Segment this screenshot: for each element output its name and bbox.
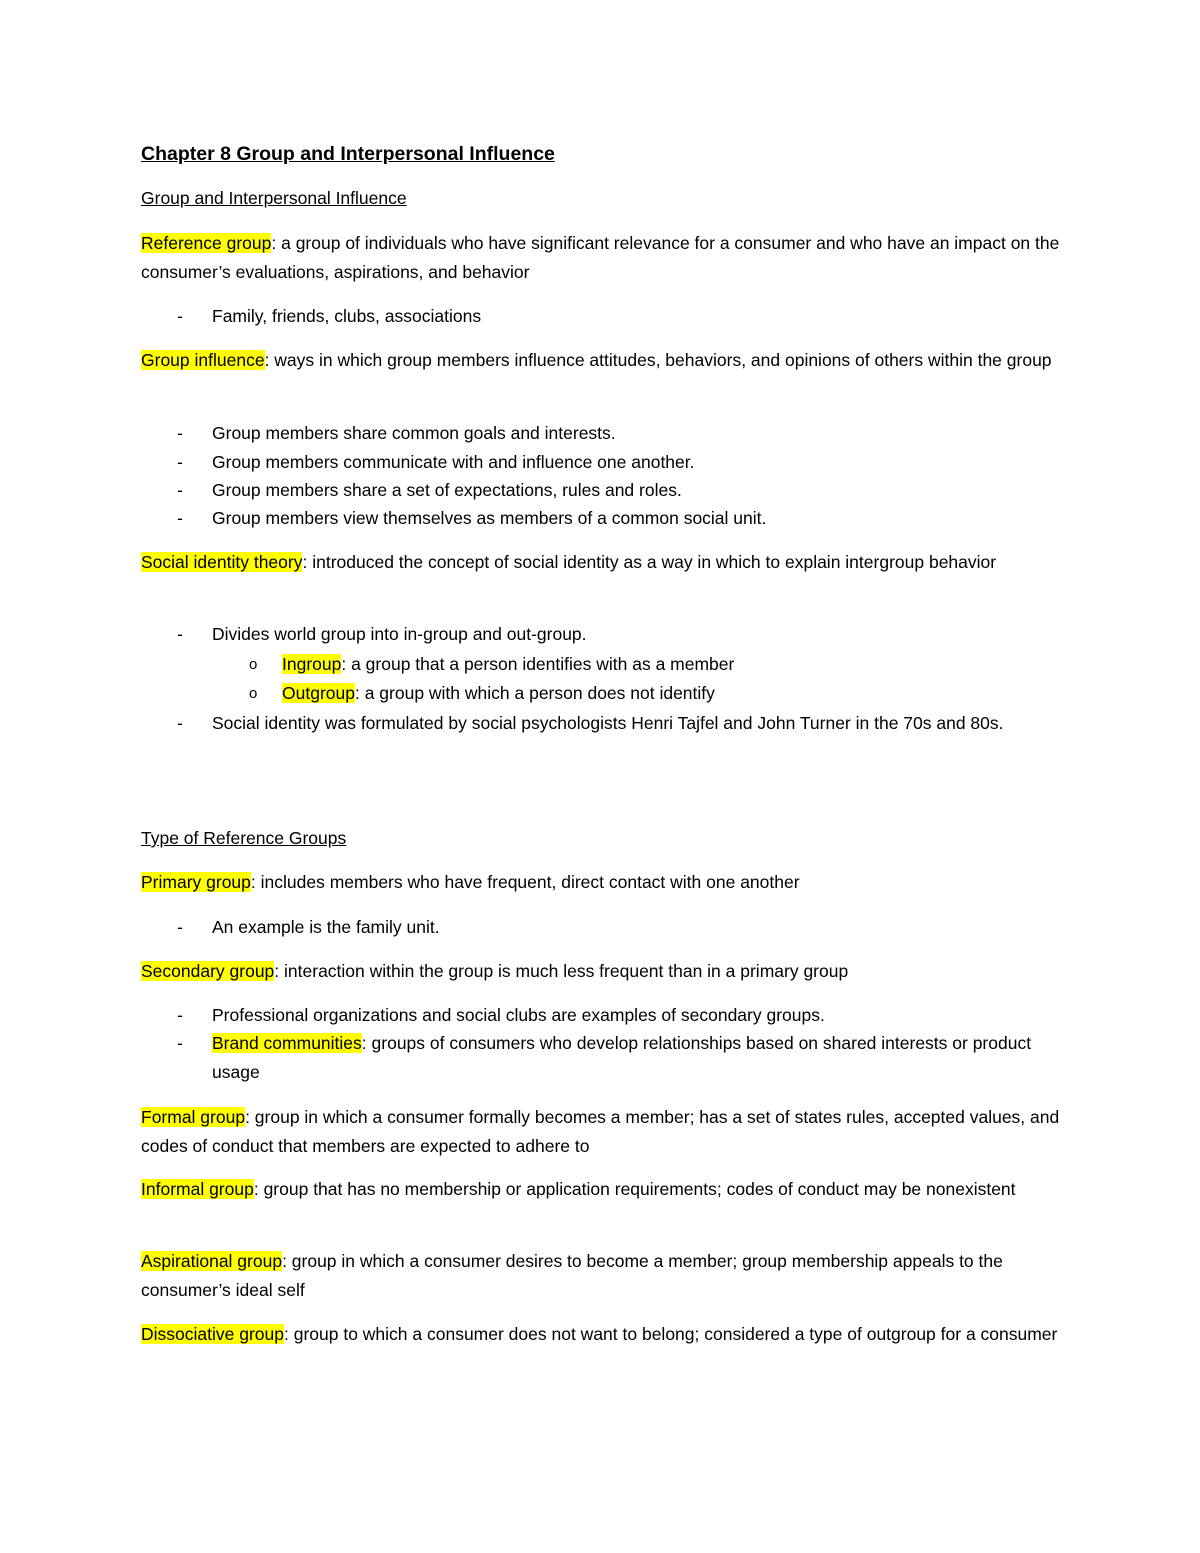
circle-bullet: o — [249, 656, 258, 673]
sub-bullet-text — [282, 679, 1066, 708]
term-highlight: Social identity theory — [141, 552, 303, 572]
section-heading-reference-groups: Type of Reference Groups — [141, 828, 347, 848]
definition-text: : includes members who have frequent, direct contact with one another — [250, 872, 800, 892]
list-item — [141, 709, 1066, 738]
bullet-text: Professional organizations and social clubs are examples of secondary groups. — [212, 1005, 825, 1025]
definition-text: : ways in which group members influence attitudes, behaviors, and opinions of others within the group — [264, 350, 1052, 370]
definition-text: : a group with which a person does not identify — [354, 683, 715, 703]
definition-text: : interaction within the group is much less frequent than in a primary group — [274, 961, 849, 981]
term-highlight: Group influence — [141, 350, 265, 370]
definition-text: : group to which a consumer does not want to belong; considered a type of outgroup for a consumer — [283, 1324, 1058, 1344]
definition-secondary-group — [141, 957, 1066, 986]
dash-bullet: - — [177, 1033, 183, 1053]
list-item — [141, 913, 1066, 942]
definition-primary-group — [141, 868, 1066, 897]
definition-text: : group in which a consumer desires to become a member; group membership appeals to the consumer’s ideal self — [141, 1251, 1003, 1300]
definition-social-identity-theory — [141, 548, 1066, 577]
bullet-text: Social identity was formulated by social psychologists Henri Tajfel and John Turner in the 70s and 80s. — [212, 713, 1004, 733]
definition-text: : a group of individuals who have significant relevance for a consumer and who have an impact on the consumer’s evaluations, aspirations, and behavior — [141, 233, 1060, 282]
bullet-text: Group members communicate with and influence one another. — [212, 452, 695, 472]
term-highlight: Secondary group — [141, 961, 275, 981]
definition-group-influence — [141, 346, 1066, 375]
term-highlight: Brand communities — [212, 1033, 362, 1053]
definition-formal-group — [141, 1103, 1066, 1161]
term-highlight: Dissociative group — [141, 1324, 284, 1344]
bullet-text: Divides world group into in-group and out-group. — [212, 624, 587, 644]
dash-bullet: - — [177, 480, 183, 500]
bullet-text: Group members share a set of expectations, rules and roles. — [212, 480, 682, 500]
list-item — [141, 419, 1066, 448]
section-heading-group-influence: Group and Interpersonal Influence — [141, 188, 407, 208]
dash-bullet: - — [177, 423, 183, 443]
list-item — [141, 504, 1066, 533]
sub-list-item-outgroup — [141, 679, 1066, 708]
term-highlight: Outgroup — [282, 683, 355, 703]
definition-text: : a group that a person identifies with as a member — [341, 654, 735, 674]
definition-dissociative-group — [141, 1320, 1066, 1349]
list-item — [141, 620, 1066, 649]
list-item — [141, 476, 1066, 505]
term-highlight: Formal group — [141, 1107, 246, 1127]
list-item — [141, 1001, 1066, 1030]
circle-bullet: o — [249, 685, 258, 702]
bullet-text: Group members view themselves as members of a common social unit. — [212, 508, 767, 528]
bullet-text: An example is the family unit. — [212, 917, 440, 937]
definition-informal-group — [141, 1175, 1066, 1204]
dash-bullet: - — [177, 508, 183, 528]
definition-reference-group — [141, 229, 1066, 287]
list-item-brand-communities — [141, 1029, 1066, 1087]
bullet-text: Group members share common goals and interests. — [212, 423, 616, 443]
sub-bullet-text — [282, 650, 1066, 679]
definition-text: : groups of consumers who develop relationships based on shared interests or product usage — [212, 1033, 1032, 1082]
dash-bullet: - — [177, 917, 183, 937]
dash-bullet: - — [177, 624, 183, 644]
bullet-text — [212, 1029, 1066, 1087]
dash-bullet: - — [177, 1005, 183, 1025]
term-highlight: Reference group — [141, 233, 272, 253]
sub-list-item-ingroup — [141, 650, 1066, 679]
definition-text: : group in which a consumer formally becomes a member; has a set of states rules, accepted values, and codes of conduct that members are expected to adhere to — [141, 1107, 1060, 1156]
dash-bullet: - — [177, 306, 183, 326]
list-item — [141, 302, 1066, 331]
definition-text: : group that has no membership or application requirements; codes of conduct may be nonexistent — [253, 1179, 1016, 1199]
definition-aspirational-group — [141, 1247, 1066, 1305]
chapter-title: Chapter 8 Group and Interpersonal Influence — [141, 143, 555, 165]
list-item — [141, 448, 1066, 477]
term-highlight: Aspirational group — [141, 1251, 283, 1271]
term-highlight: Informal group — [141, 1179, 254, 1199]
dash-bullet: - — [177, 713, 183, 733]
term-highlight: Ingroup — [282, 654, 342, 674]
dash-bullet: - — [177, 452, 183, 472]
definition-text: : introduced the concept of social identity as a way in which to explain intergroup behavior — [302, 552, 997, 572]
bullet-text: Family, friends, clubs, associations — [212, 306, 482, 326]
term-highlight: Primary group — [141, 872, 251, 892]
